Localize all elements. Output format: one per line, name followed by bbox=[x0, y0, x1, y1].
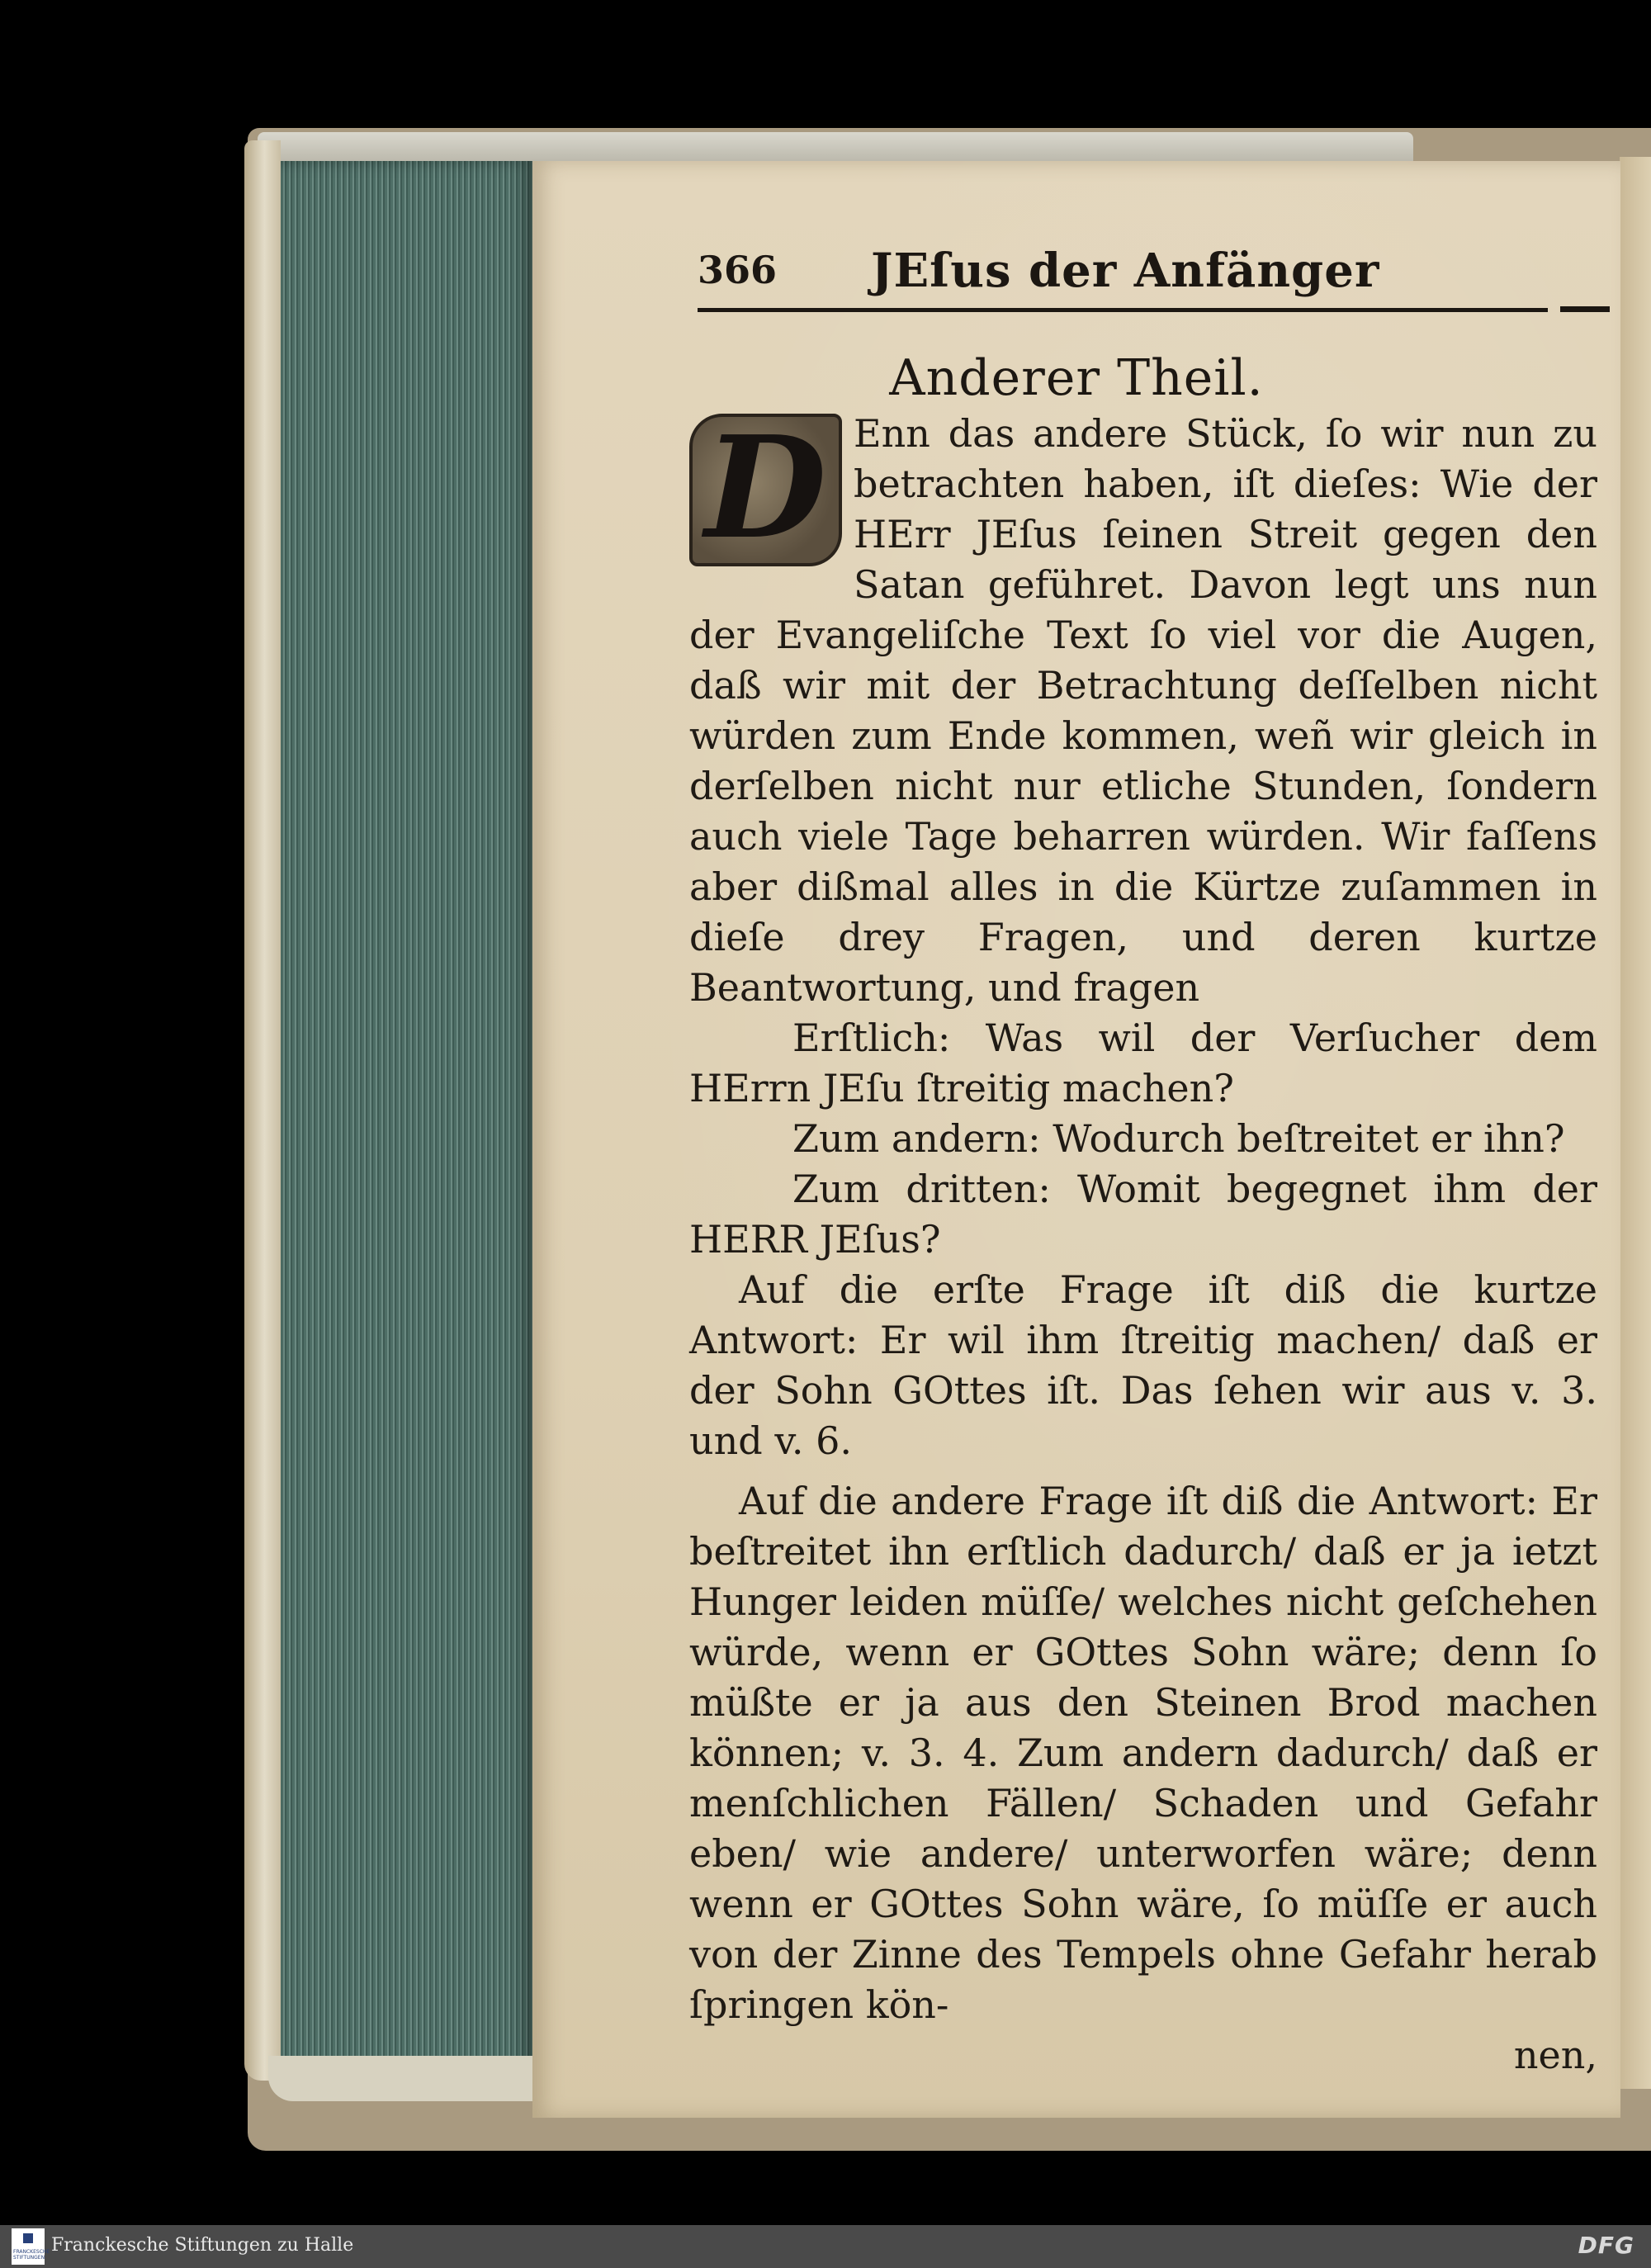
dfg-logo[interactable]: DFG bbox=[1578, 2232, 1634, 2259]
answer-1: Auf die erſte Frage iſt diß die kurtze Antwort: Er wil ihm ſtreitig machen/ daß er der Sohn GOttes iſt. Das ſehen wir aus v. 3. und v. 6. bbox=[689, 1267, 1597, 1463]
question-1: Erſtlich: Was wil der Verſucher dem HErrn JEſu ſtreitig machen? bbox=[689, 1016, 1597, 1110]
answer-2: Auf die andere Frage iſt diß die Antwort: Er beſtreitet ihn erſtlich dadurch/ daß er ja ietzt Hunger leiden müſſe/ welches nicht geſchehen würde, wenn er GOttes Sohn wäre; denn ſo müßte er ja aus den Steinen Brod machen können; v. 3. 4. Zum andern dadurch/ daß er menſchlichen Fällen/ Schaden und Gefahr eben/ wie andere/ unterworfen wäre; denn wenn er GOttes Sohn wäre, ſo müſſe er auch von der Zinne des Tempels ohne Gefahr herab ſpringen kön- bbox=[689, 1479, 1597, 2027]
header-rule bbox=[698, 308, 1548, 312]
paragraph-intro: Enn das andere Stück, ſo wir nun zu betrachten haben, iſt dieſes: Wie der HErr JEſus ſeinen Streit gegen den Satan geführet. Davon legt uns nun der Evangeliſche Text ſo viel vor die Augen, daß wir mit der Betrachtung deſſelben nicht würden zum Ende kommen, weñ wir gleich in derſelben nicht nur etliche Stunden, ſondern auch viele Tage beharren würden. Wir faſſens aber dißmal alles in die Kürtze zuſammen in dieſe drey Fragen, und deren kurtze Beantwortung, und fragen bbox=[689, 411, 1597, 1010]
header-rule-tail bbox=[1560, 306, 1610, 312]
section-title: Anderer Theil. bbox=[889, 349, 1264, 407]
decorated-initial bbox=[689, 405, 842, 571]
logo-text: FRANCKESCHE STIFTUNGEN bbox=[13, 2249, 50, 2261]
printed-page bbox=[532, 161, 1620, 2118]
page-number: 366 bbox=[698, 248, 778, 292]
logo-emblem-icon bbox=[23, 2233, 33, 2243]
question-3: Zum dritten: Womit begegnet ihm der HERR JEſus? bbox=[689, 1167, 1597, 1262]
question-2: Zum andern: Wodurch beſtreitet er ihn? bbox=[792, 1116, 1565, 1161]
running-title: JEſus der Anfänger bbox=[871, 244, 1380, 298]
body-text bbox=[689, 405, 1597, 2081]
book-top-edge bbox=[258, 132, 1413, 165]
viewer-footer bbox=[0, 2225, 1651, 2268]
institution-credit[interactable]: Franckesche Stiftungen zu Halle bbox=[51, 2235, 354, 2256]
running-head bbox=[698, 244, 1556, 301]
catchword: nen, bbox=[1513, 2033, 1597, 2077]
institution-logo[interactable] bbox=[12, 2228, 50, 2265]
initial-letter: D bbox=[704, 405, 827, 571]
page-edge-block bbox=[281, 161, 532, 2089]
book-cover-board bbox=[244, 140, 281, 2081]
facing-page-edge bbox=[1620, 157, 1651, 2089]
book-cover-base bbox=[268, 2056, 549, 2101]
